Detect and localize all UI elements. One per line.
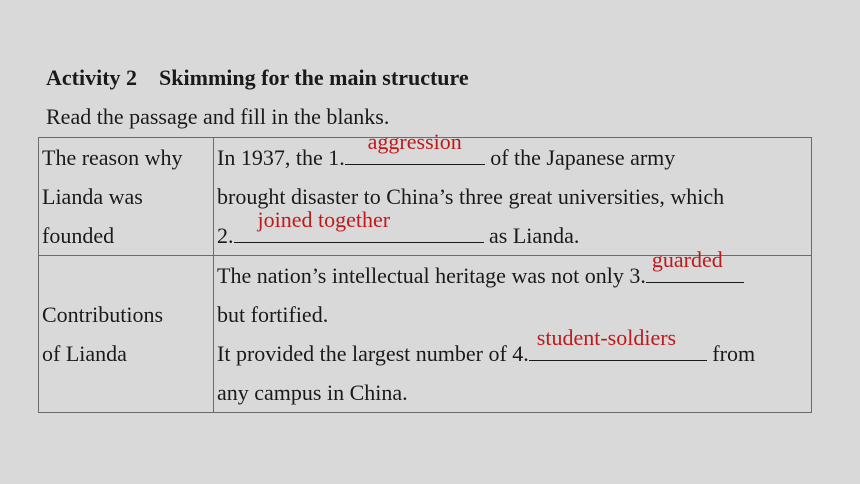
row-header-reason [39, 138, 214, 256]
answer-blank-3[interactable] [646, 247, 744, 283]
answer-text-4: student-soldiers [536, 325, 677, 350]
text-fragment: of the Japanese army [484, 145, 676, 170]
row-content-contributions [214, 247, 812, 413]
content-line [217, 325, 811, 373]
text-fragment: It provided the largest number of 4. [217, 341, 529, 366]
table-row-reason [39, 138, 812, 256]
content-line: brought disaster to China’s three great universities, which [217, 184, 725, 209]
text-fragment: The nation’s intellectual heritage was not only 3. [217, 263, 646, 288]
answer-text-2: joined together [257, 207, 391, 232]
activity-instruction: Read the passage and fill in the blanks. [46, 104, 390, 129]
content-line [217, 247, 811, 295]
table-row-contributions [39, 256, 812, 413]
row-header-line: Lianda was [42, 184, 143, 209]
row-header-contributions [39, 256, 214, 413]
answer-blank-1[interactable] [345, 129, 485, 165]
text-fragment: as Lianda. [483, 223, 580, 248]
answer-blank-2[interactable] [234, 207, 484, 243]
row-header-line: of Lianda [42, 341, 127, 366]
row-header-line: founded [42, 223, 115, 248]
content-line [217, 129, 811, 177]
structure-table [38, 129, 812, 413]
row-content-reason [214, 129, 812, 256]
text-fragment: 2. [217, 223, 234, 248]
content-line: any campus in China. [217, 380, 408, 405]
content-line: but fortified. [217, 302, 329, 327]
answer-text-3: guarded [651, 247, 723, 272]
activity-title: Activity 2 Skimming for the main structure [46, 65, 469, 90]
answer-blank-4[interactable] [529, 325, 707, 361]
text-fragment: In 1937, the 1. [217, 145, 345, 170]
answer-text-1: aggression [367, 129, 462, 154]
row-header-line: The reason why [42, 145, 183, 170]
text-fragment: from [706, 341, 756, 366]
row-header-line: Contributions [42, 302, 164, 327]
